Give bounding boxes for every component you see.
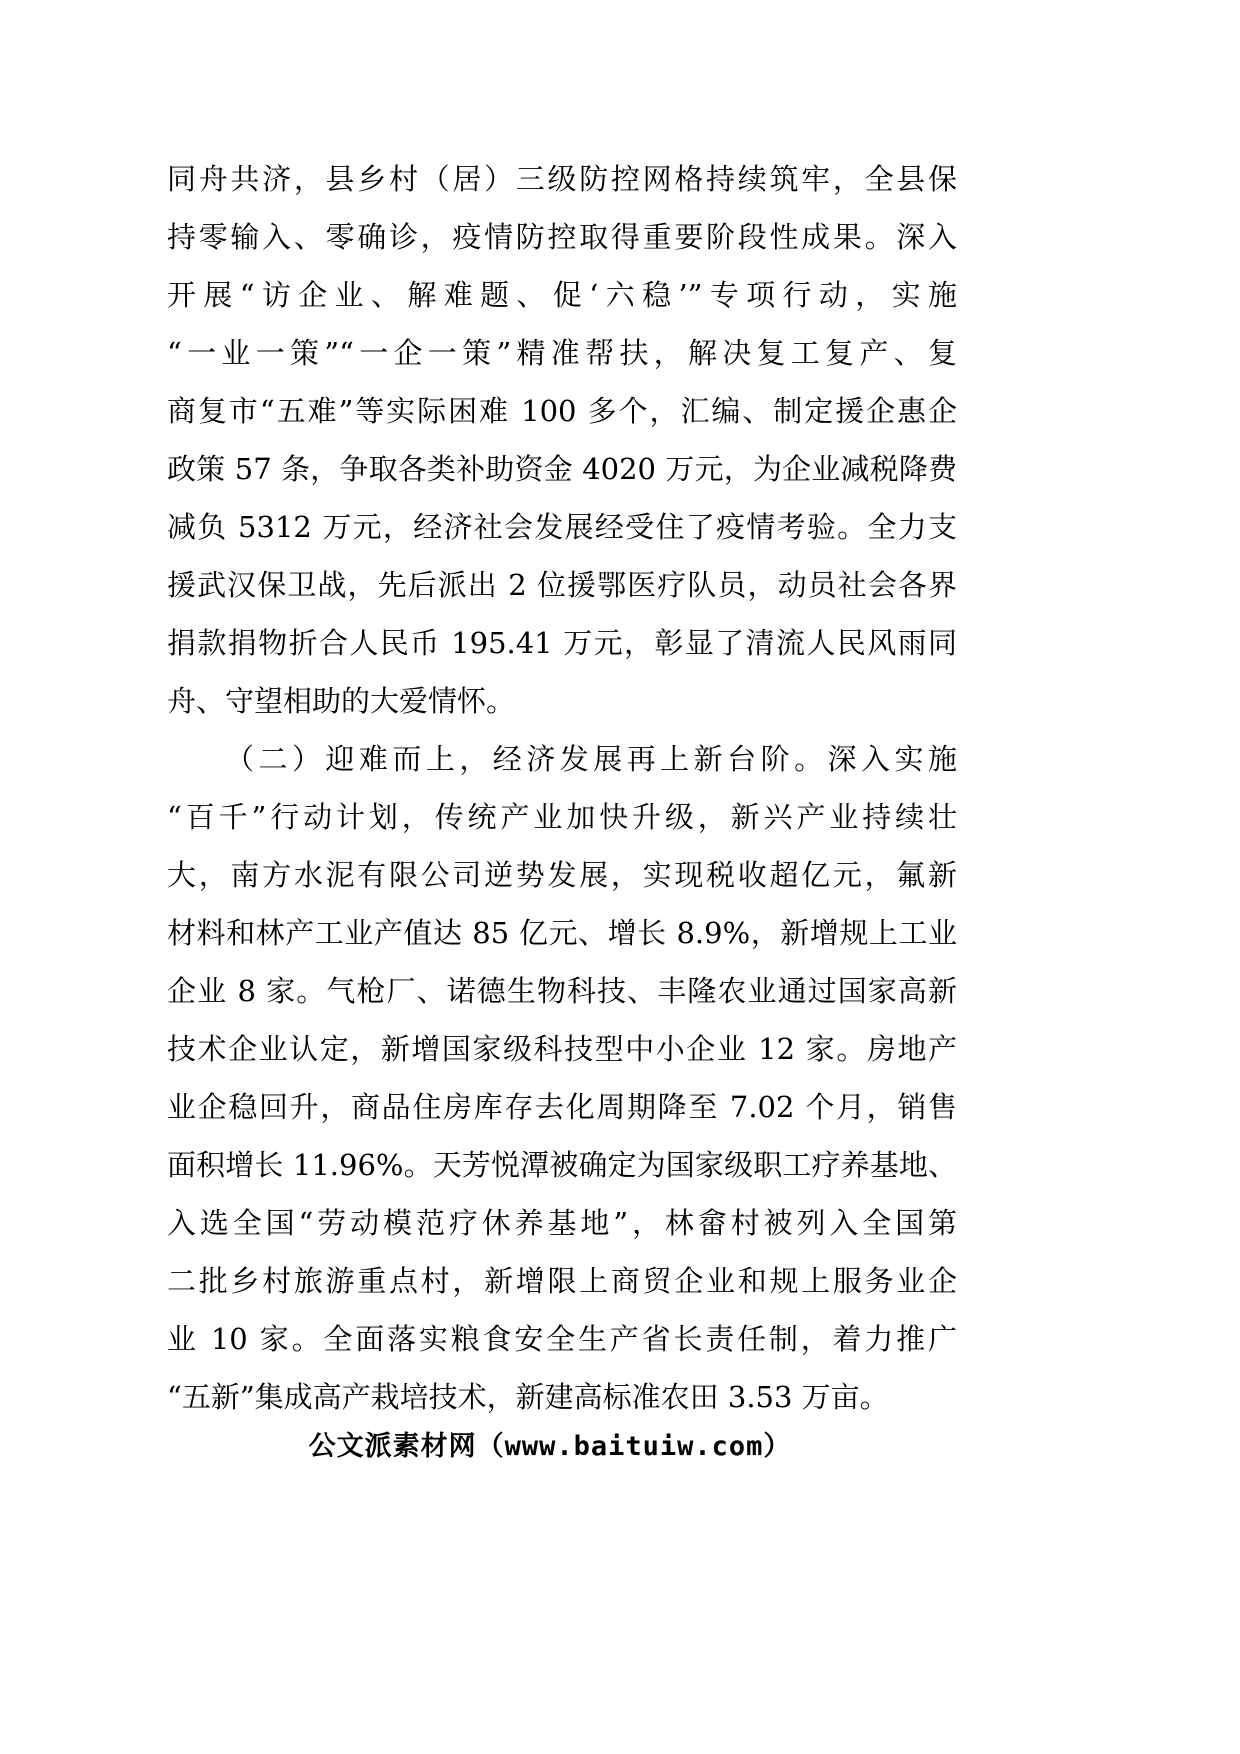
paragraph-2	[167, 730, 957, 1426]
document-body	[167, 150, 957, 1426]
section-heading-line: （二）迎难而上，经济发展再上新台阶。深入实施	[225, 742, 957, 776]
text-line: 技术企业认定，新增国家级科技型中小企业 12 家。房地产	[167, 1032, 957, 1066]
text-line: 同舟共济，县乡村（居）三级防控网格持续筑牢，全县保	[167, 162, 957, 196]
text-line: “五新”集成高产栽培技术，新建高标准农田 3.53 万亩。	[167, 1380, 889, 1414]
footer-watermark	[0, 1425, 1100, 1469]
text-line: 援武汉保卫战，先后派出 2 位援鄂医疗队员，动员社会各界	[167, 568, 957, 602]
text-line: 业企稳回升，商品住房库存去化周期降至 7.02 个月，销售	[167, 1090, 957, 1124]
text-line: 持零输入、零确诊，疫情防控取得重要阶段性成果。深入	[167, 220, 957, 254]
footer-open-paren: （	[476, 1431, 505, 1462]
text-line: 开展“访企业、解难题、促‘六稳’”专项行动，实施	[167, 278, 957, 312]
text-line: “百千”行动计划，传统产业加快升级，新兴产业持续壮	[167, 800, 957, 834]
footer-site-name: 公文派素材网	[308, 1431, 477, 1462]
text-line: 减负 5312 万元，经济社会发展经受住了疫情考验。全力支	[167, 510, 957, 544]
text-line: 面积增长 11.96%。天芳悦潭被确定为国家级职工疗养基地、	[167, 1148, 957, 1182]
footer-url-link[interactable]: www.baituiw.com	[504, 1431, 764, 1462]
footer-close-paren: ）	[763, 1431, 792, 1462]
text-line: 材料和林产工业产值达 85 亿元、增长 8.9%，新增规上工业	[167, 916, 957, 950]
text-line: 企业 8 家。气枪厂、诺德生物科技、丰隆农业通过国家高新	[167, 974, 957, 1008]
text-line: 业 10 家。全面落实粮食安全生产省长责任制，着力推广	[167, 1322, 957, 1356]
text-line: 舟、守望相助的大爱情怀。	[167, 684, 516, 718]
text-line: 政策 57 条，争取各类补助资金 4020 万元，为企业减税降费	[167, 452, 957, 486]
text-line: 入选全国“劳动模范疗休养基地”，林畲村被列入全国第	[167, 1206, 957, 1240]
text-line: 大，南方水泥有限公司逆势发展，实现税收超亿元，氟新	[167, 858, 957, 892]
text-line: “一业一策”“一企一策”精准帮扶，解决复工复产、复	[167, 336, 957, 370]
text-line: 二批乡村旅游重点村，新增限上商贸企业和规上服务业企	[167, 1264, 957, 1298]
text-line: 捐款捐物折合人民币 195.41 万元，彰显了清流人民风雨同	[167, 626, 957, 660]
paragraph-1	[167, 150, 957, 730]
text-line: 商复市“五难”等实际困难 100 多个，汇编、制定援企惠企	[167, 394, 957, 428]
